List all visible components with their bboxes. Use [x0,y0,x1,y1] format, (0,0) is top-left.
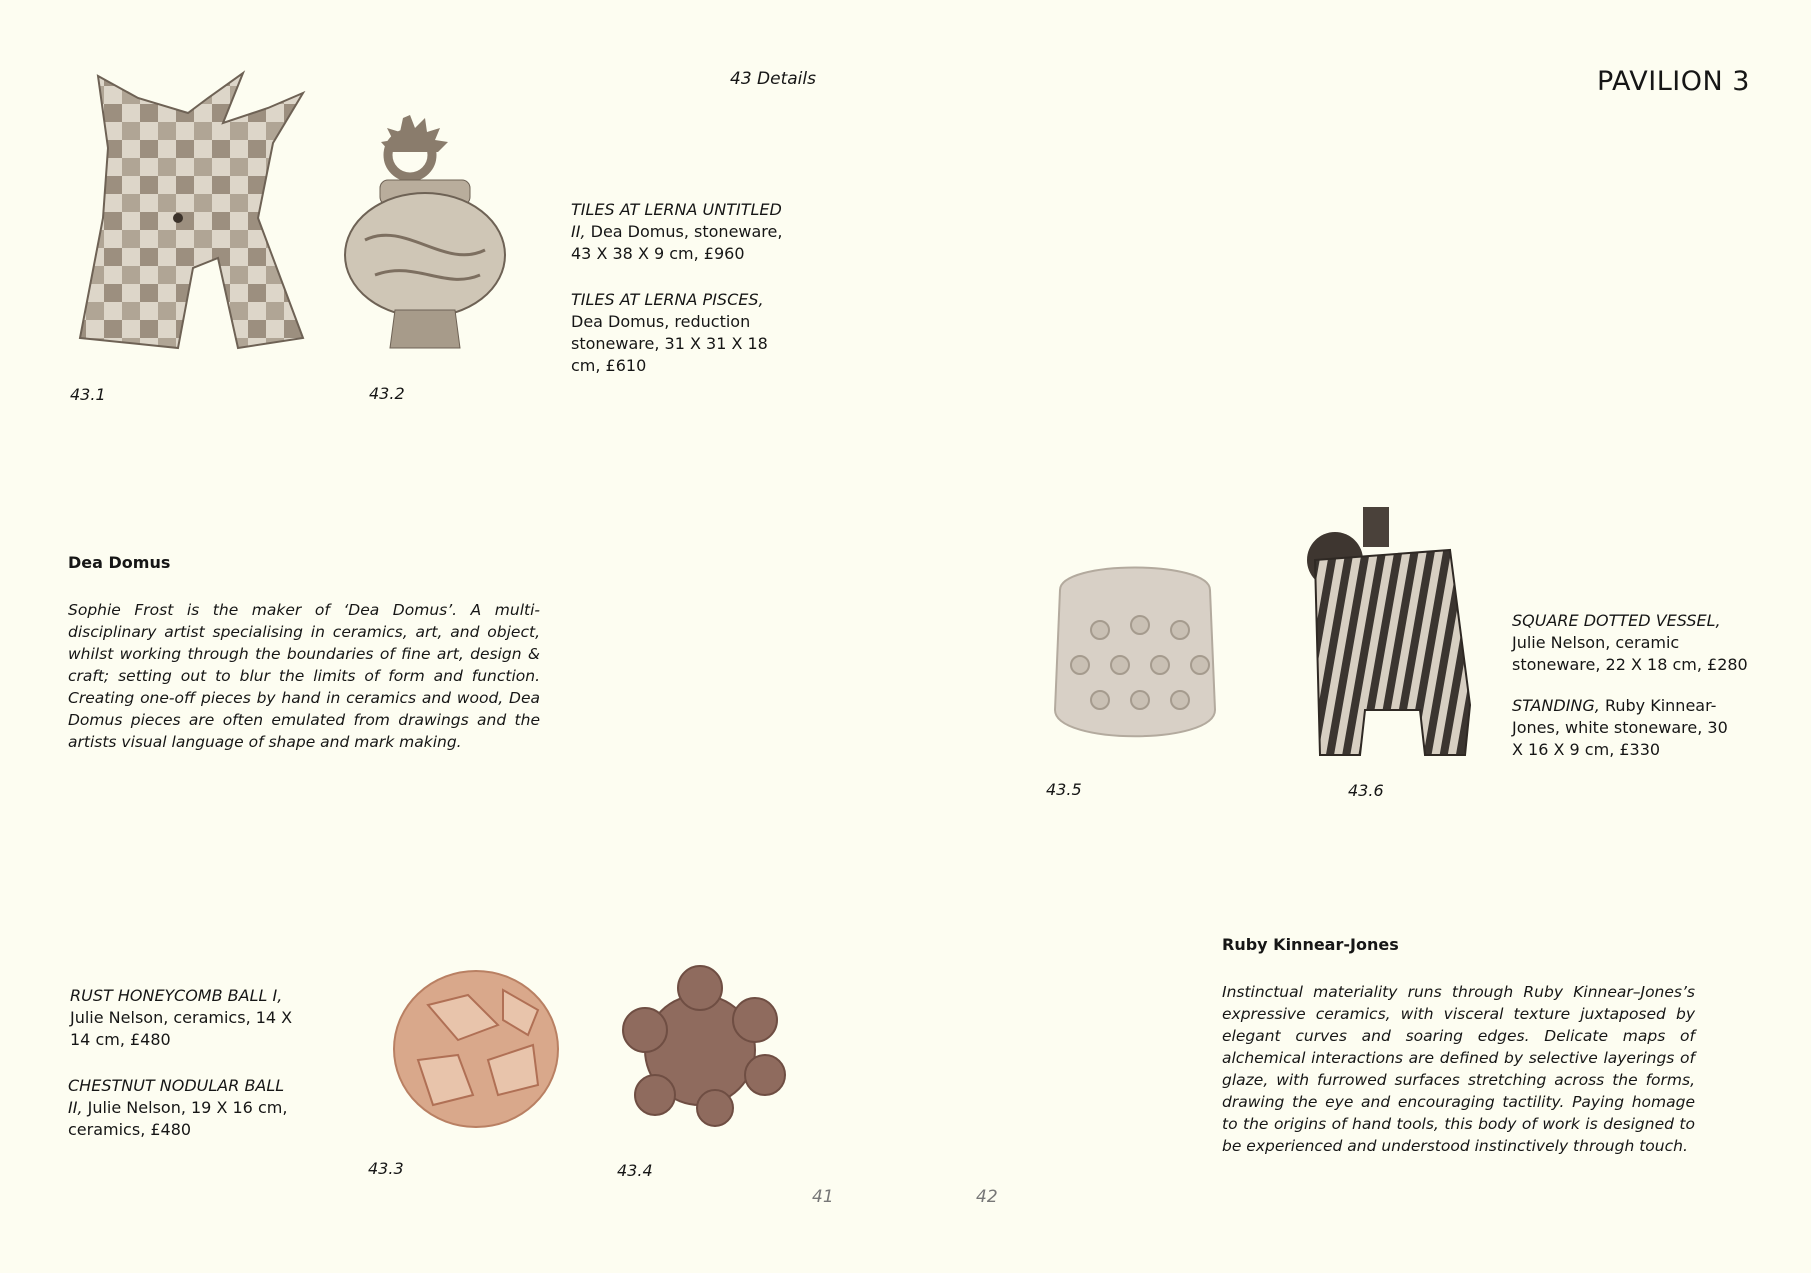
artwork-caption [70,985,310,1051]
artwork-title: CHESTNUT NODULAR BALL II, [68,1076,285,1117]
artist-bio: Instinctual materiality runs through Ruby Kinnear–Jones’s expressive ceramics, with visceral texture juxtaposed by elegant curves and soaring edges. Delicate maps of alchemical interactions are defined by selective layerings of glaze, with furrowed surfaces stretching across the forms, drawing the eye and encouraging tactility. Paying homage to the origins of hand tools, this body of work is designed to be experienced and understood instinctively through touch. [1222,983,1695,1155]
item-number: 43.3 [368,1159,404,1178]
artist-name: Dea Domus [68,553,171,572]
artwork-title: TILES AT LERNA UNTITLED II, [571,200,782,241]
item-number: 43.2 [369,384,405,403]
item-number: 43.1 [70,385,106,404]
artwork-title: TILES AT LERNA PISCES, [571,290,764,309]
artwork-caption [1512,695,1732,761]
artist-bio: Sophie Frost is the maker of ‘Dea Domus’. A multi-disciplinary artist specialising in ceramics, art, and object, whilst working through the boundaries of fine art, design & craft; setting out to blur the limits of form and function. Creating one-off pieces by hand in ceramics and wood, Dea Domus pieces are often emulated from drawings and the artists visual language of shape and mark making. [68,601,540,751]
item-number: 43.4 [617,1161,653,1180]
nodular-ball-image [615,960,790,1130]
page-number: 41 [812,1187,834,1207]
honeycomb-ball-image [388,965,563,1130]
item-number: 43.6 [1348,781,1384,800]
artwork-detail: Julie Nelson, ceramic stoneware, 22 X 18 cm, £280 [1512,633,1748,674]
artwork-caption [571,289,791,377]
artwork-detail: Dea Domus, reduction stoneware, 31 X 31 X 18 cm, £610 [571,312,768,375]
artwork-caption [1512,610,1752,676]
artwork-detail: Ruby Kinnear-Jones, white stoneware, 30 X 16 X 9 cm, £330 [1512,696,1728,759]
artwork-caption [68,1075,288,1141]
page-number: 42 [976,1187,998,1207]
pavilion-title: PAVILION 3 [1597,66,1750,97]
dotted-vessel-image [1040,550,1230,750]
artwork-detail: Dea Domus, stoneware, 43 X 38 X 9 cm, £960 [571,222,783,263]
standing-figure-image [1305,505,1475,760]
section-title: 43 Details [730,69,816,89]
artwork-title: SQUARE DOTTED VESSEL, [1512,611,1721,630]
pointed-vessel-image [68,68,313,353]
artwork-detail: Julie Nelson, 19 X 16 cm, ceramics, £480 [68,1098,288,1139]
item-number: 43.5 [1046,780,1082,799]
artwork-detail: Julie Nelson, ceramics, 14 X 14 cm, £480 [70,1008,293,1049]
artwork-title: STANDING, [1512,696,1600,715]
artist-name: Ruby Kinnear-Jones [1222,935,1399,954]
artwork-title: RUST HONEYCOMB BALL I, [70,986,283,1005]
artwork-caption [571,199,791,265]
sun-vessel-image [335,110,515,355]
